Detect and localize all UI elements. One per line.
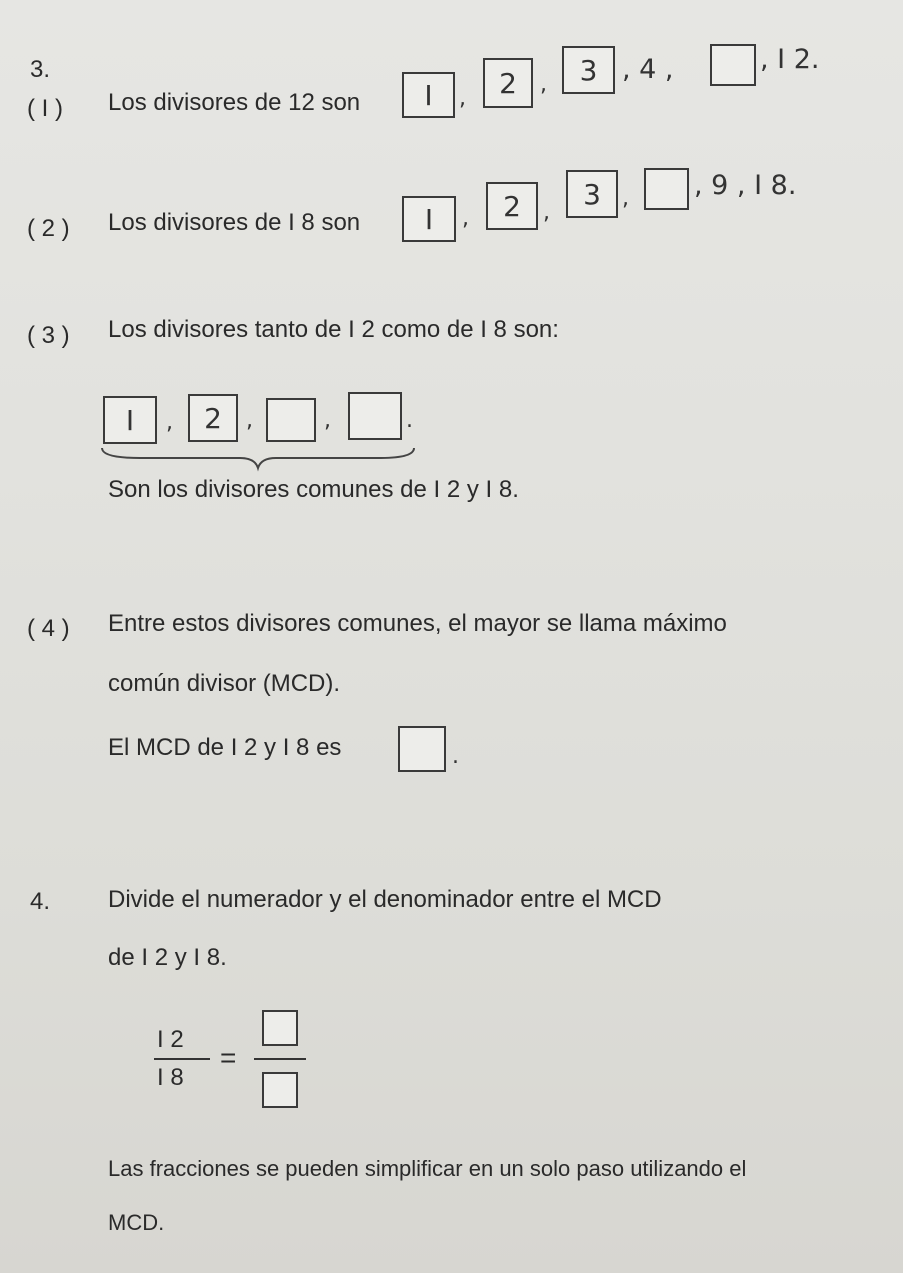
divisor-12-box-1[interactable]: I bbox=[402, 72, 455, 118]
mcd-text: El MCD de I 2 y I 8 es bbox=[108, 734, 342, 761]
divisor-12-box-4[interactable] bbox=[710, 44, 756, 86]
common-divisors-caption: Son los divisores comunes de I 2 y I 8. bbox=[108, 476, 519, 503]
part-3-text: Los divisores tanto de I 2 como de I 8 son: bbox=[108, 316, 559, 343]
common-divisor-box-3[interactable] bbox=[266, 398, 316, 442]
fraction-denominator: I 8 bbox=[157, 1064, 184, 1091]
answer-numerator-box[interactable] bbox=[262, 1010, 298, 1046]
common-divisor-box-2[interactable]: 2 bbox=[188, 394, 238, 442]
divisor-18-box-1[interactable]: I bbox=[402, 196, 456, 242]
divisor-18-box-3[interactable]: 3 bbox=[566, 170, 618, 218]
answer-denominator-box[interactable] bbox=[262, 1072, 298, 1108]
question-4-line-1: Divide el numerador y el denominador entre el MCD bbox=[108, 886, 662, 913]
divisor-18-box-2[interactable]: 2 bbox=[486, 182, 538, 230]
part-4-line-1: Entre estos divisores comunes, el mayor se llama máximo bbox=[108, 610, 727, 637]
divisor-18-given: , 9 , I 8. bbox=[694, 170, 797, 201]
part-4-line-2: común divisor (MCD). bbox=[108, 670, 341, 697]
part-2-marker: ( 2 ) bbox=[27, 215, 70, 242]
part-4-marker: ( 4 ) bbox=[27, 615, 70, 642]
part-1-text: Los divisores de 12 son bbox=[108, 89, 361, 116]
mcd-answer-box[interactable] bbox=[398, 726, 446, 772]
divisor-12-box-3[interactable]: 3 bbox=[562, 46, 615, 94]
part-1-marker: ( I ) bbox=[27, 95, 63, 122]
divisor-18-box-4[interactable] bbox=[644, 168, 689, 210]
equals-sign: = bbox=[220, 1042, 237, 1073]
fraction-bar bbox=[154, 1058, 210, 1060]
answer-fraction-bar bbox=[254, 1058, 306, 1060]
question-3-number: 3. bbox=[30, 56, 51, 83]
common-divisor-box-1[interactable]: I bbox=[103, 396, 157, 444]
divisor-12-box-2[interactable]: 2 bbox=[483, 58, 533, 108]
divisor-12-given-12: , I 2. bbox=[760, 44, 820, 75]
note-line-1: Las fracciones se pueden simplificar en un solo paso utilizando el bbox=[108, 1156, 747, 1181]
question-4-line-2: de I 2 y I 8. bbox=[108, 944, 227, 971]
common-divisor-box-4[interactable] bbox=[348, 392, 402, 440]
underbrace bbox=[100, 446, 420, 472]
fraction-numerator: I 2 bbox=[157, 1026, 184, 1053]
part-3-marker: ( 3 ) bbox=[27, 322, 70, 349]
divisor-12-given-4: , 4 , bbox=[622, 54, 674, 85]
question-4-number: 4. bbox=[30, 888, 51, 915]
part-2-text: Los divisores de I 8 son bbox=[108, 209, 361, 236]
note-line-2: MCD. bbox=[108, 1210, 165, 1235]
